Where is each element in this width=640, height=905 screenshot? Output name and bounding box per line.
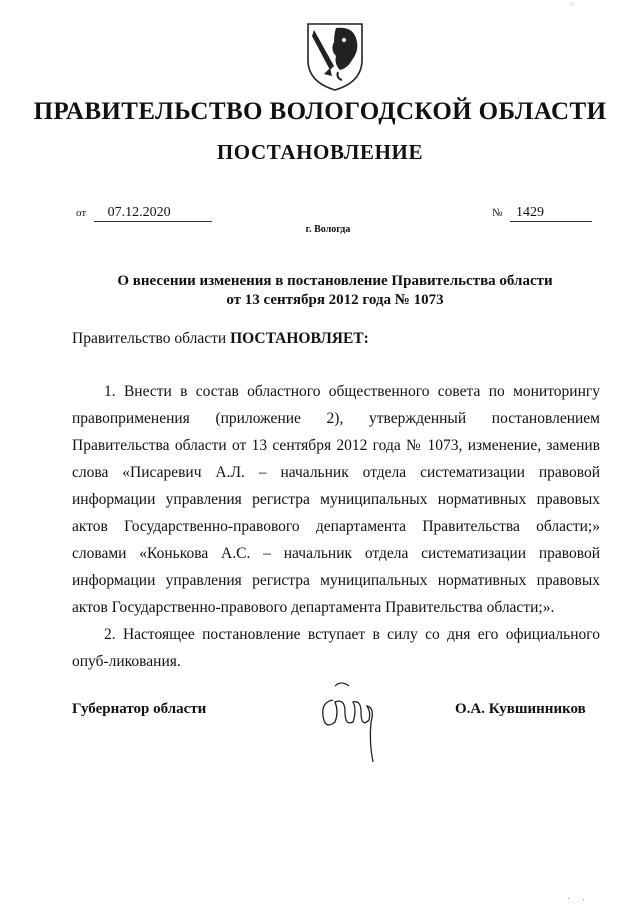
vologda-coat-of-arms-icon xyxy=(300,20,370,92)
paragraph-1: 1. Внести в состав областного общественного совета по мониторингу правоприменения (приложение 2), утвержденный постановлением Правительства области от 13 сентября 2012 года № 1073, изменение, заменив слова «Писаревич А.Л. – начальник отдела систематизации правовой информации управления регистра муниципальных нормативных правовых актов Государственно-правового департамента Правительства области;» словами «Конькова А.С. – начальник отдела систематизации правовой информации управления регистра муниципальных нормативных правовых актов Государственно-правового департамента Правительства области;». xyxy=(72,383,600,616)
signatory-name: О.А. Кувшинников xyxy=(455,701,586,717)
scan-speck xyxy=(583,899,584,900)
document-body xyxy=(72,378,600,675)
document-type: ПОСТАНОВЛЕНИЕ xyxy=(216,140,424,164)
decree-prefix: Правительство области xyxy=(72,330,227,347)
paragraph-2: 2. Настоящее постановление вступает в силу со дня его официального опуб-ликования. xyxy=(72,626,600,670)
signatory-position: Губернатор области xyxy=(72,701,207,717)
government-title: ПРАВИТЕЛЬСТВО ВОЛОГОДСКОЙ ОБЛАСТИ xyxy=(33,98,607,125)
city: г. Вологда xyxy=(305,224,351,235)
scan-speck xyxy=(568,898,569,899)
subject-line-2: от 13 сентября 2012 года № 1073 xyxy=(226,292,444,308)
decree-keyword: ПОСТАНОВЛЯЕТ: xyxy=(230,330,369,347)
date-field xyxy=(76,205,212,222)
scan-speck xyxy=(572,4,573,5)
subject-heading xyxy=(70,272,600,310)
number-label: № xyxy=(492,207,503,219)
number-value: 1429 xyxy=(510,205,592,222)
number-field xyxy=(492,205,592,222)
decree-line xyxy=(72,330,369,348)
handwritten-signature-icon xyxy=(315,672,385,766)
subject-line-1: О внесении изменения в постановление Правительства области xyxy=(117,273,553,289)
date-value: 07.12.2020 xyxy=(94,205,212,222)
date-label: от xyxy=(76,207,87,219)
